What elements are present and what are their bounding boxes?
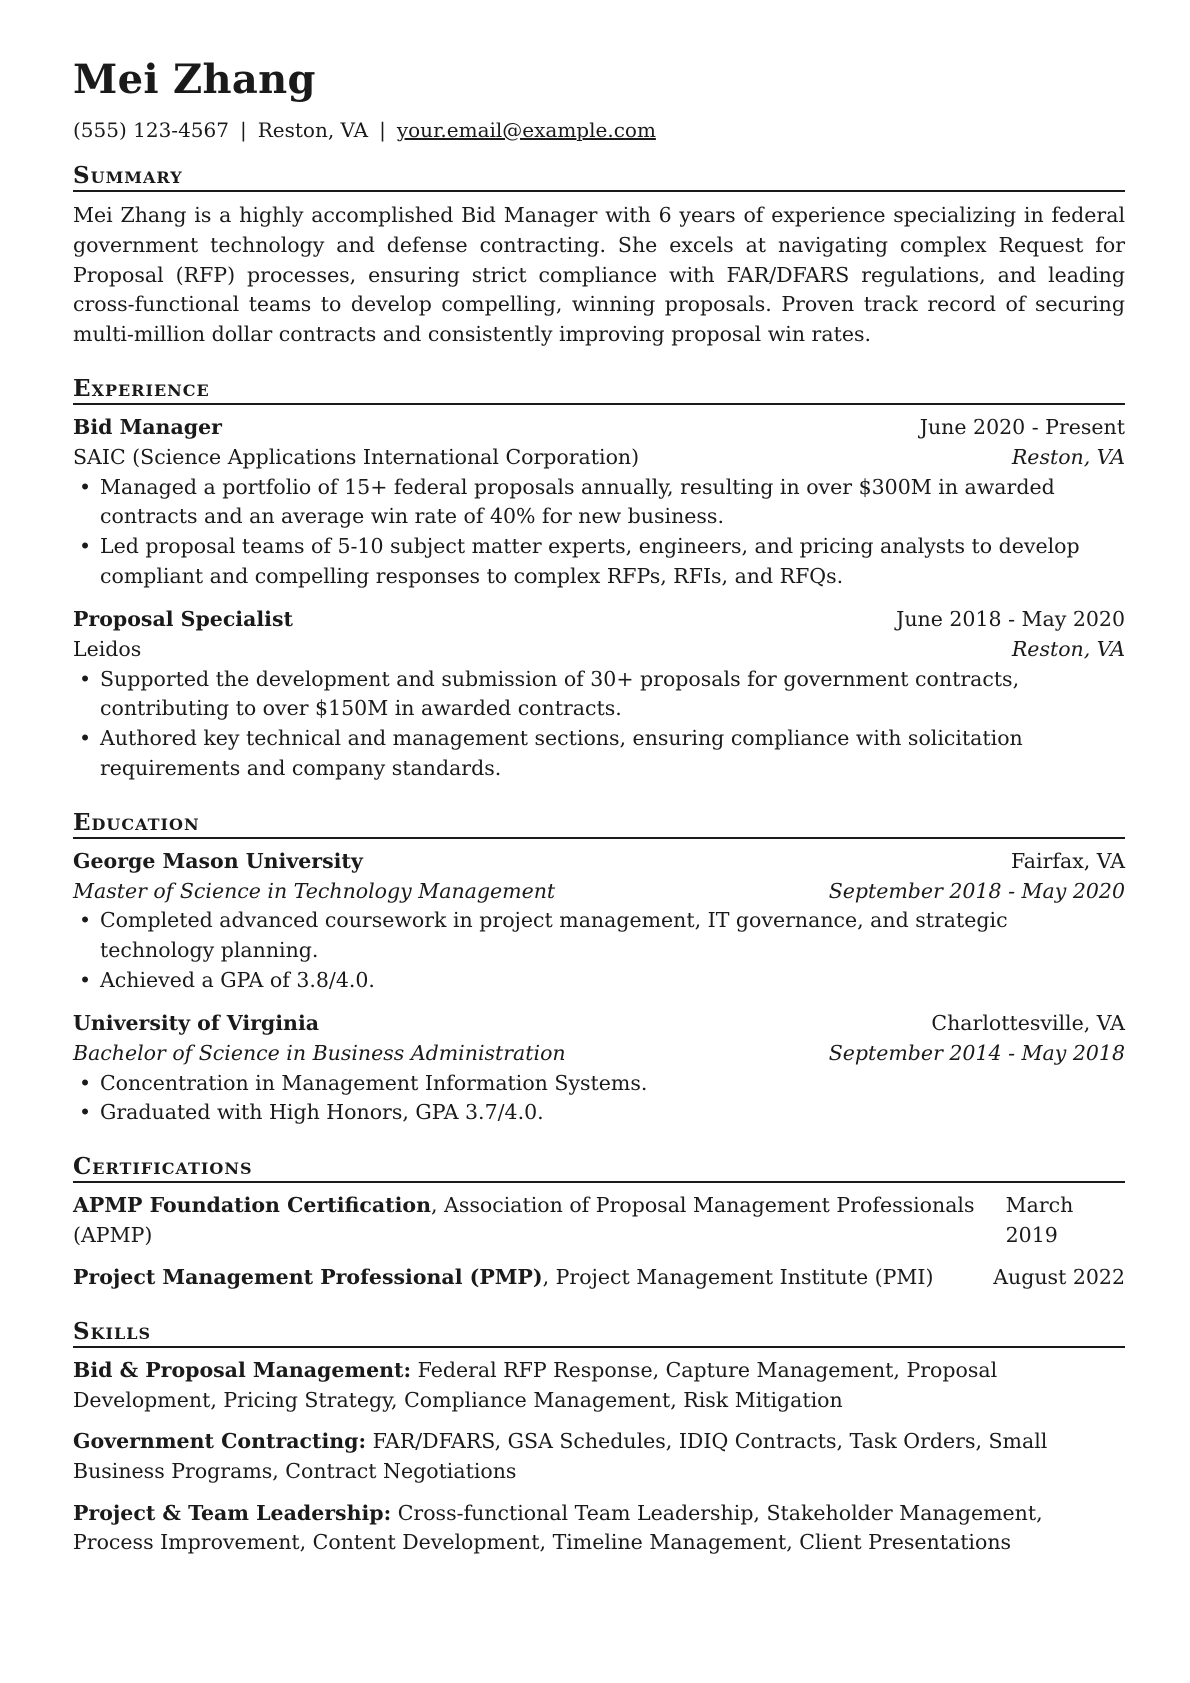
list-item: • Led proposal teams of 5-10 subject matter experts, engineers, and pricing analysts to develop compliant and compelling responses to complex RFPs, RFIs, and RFQs. (79, 533, 1080, 588)
list-item: • Supported the development and submission of 30+ proposals for government contracts, contributing to over $150M in awarded contracts. (79, 666, 1020, 721)
summary-text: Mei Zhang is a highly accomplished Bid Manager with 6 years of experience specializing in federal government technology and defense contracting. She excels at navigating complex Request for Proposal (RFP) processes, ensuring strict compliance with FAR/DFARS regulations, and leading cross-functional teams to develop compelling, winning proposals. Proven track record of securing multi-million dollar contracts and consistently improving proposal win rates. (73, 203, 1125, 347)
section-title-education: Education (73, 810, 1125, 839)
bullet-icon: • (79, 967, 92, 992)
school-name: University of Virginia (73, 1011, 320, 1036)
certification-date: March 2019 (1005, 1193, 1074, 1248)
certification-issuer: , Association of Proposal Management Professionals (APMP) (73, 1193, 975, 1248)
bullet-icon: • (79, 533, 92, 558)
contact-separator: | (379, 118, 386, 142)
degree-name: Master of Science in Technology Management (73, 878, 556, 903)
skill-list: FAR/DFARS, GSA Schedules, IDIQ Contracts, Task Orders, Small Business Programs, Contract Negotiations (73, 1429, 1048, 1483)
job-title: Proposal Specialist (73, 607, 293, 632)
education-bullets (73, 1069, 1125, 1128)
skill-group (73, 1499, 1125, 1558)
job-dates: June 2018 - May 2020 (896, 607, 1125, 632)
certification-issuer: , Project Management Institute (PMI) (542, 1264, 934, 1289)
skill-group (73, 1356, 1125, 1415)
education-dates: September 2018 - May 2020 (828, 878, 1125, 903)
job-location: Reston, VA (1011, 444, 1125, 469)
contact-location: Reston, VA (257, 118, 369, 142)
section-title-certifications: Certifications (73, 1154, 1125, 1183)
skill-list: Cross-functional Team Leadership, Stakeholder Management, Process Improvement, Content Development, Timeline Management, Client Presentations (73, 1500, 1043, 1555)
job-dates: June 2020 - Present (919, 415, 1125, 440)
bullet-icon: • (79, 908, 92, 933)
certifications-section (73, 1154, 1125, 1292)
experience-entry (73, 605, 1125, 783)
school-location: Charlottesville, VA (931, 1011, 1125, 1036)
section-title-experience: Experience (73, 376, 1125, 405)
skill-list: Federal RFP Response, Capture Management, Proposal Development, Pricing Strategy, Compliance Management, Risk Mitigation (73, 1357, 998, 1412)
school-location: Fairfax, VA (1010, 848, 1125, 873)
resume-page (73, 56, 1125, 1558)
skill-label: Bid & Proposal Management: (73, 1357, 412, 1382)
list-item: • Graduated with High Honors, GPA 3.7/4.0. (73, 1098, 1125, 1128)
education-section (73, 810, 1125, 1129)
company-name: SAIC (Science Applications International Corporation) (73, 444, 640, 469)
degree-name: Bachelor of Science in Business Administration (73, 1041, 566, 1066)
company-name: Leidos (73, 637, 142, 662)
bullet-icon: • (79, 726, 92, 751)
certification-name: APMP Foundation Certification (73, 1193, 431, 1218)
bullet-icon: • (79, 666, 92, 691)
bullet-icon: • (79, 1100, 92, 1125)
education-bullets (73, 906, 1125, 995)
certification-date: August 2022 (993, 1264, 1125, 1289)
bullet-icon: • (79, 474, 92, 499)
job-bullets (73, 473, 1125, 592)
summary-section (73, 163, 1125, 350)
experience-entry (73, 413, 1125, 591)
certification-item (73, 1191, 1125, 1250)
experience-section (73, 376, 1125, 784)
contact-line (73, 120, 1125, 140)
list-item: • Concentration in Management Information Systems. (73, 1069, 1125, 1099)
list-item: • Achieved a GPA of 3.8/4.0. (73, 966, 1125, 996)
section-title-skills: Skills (73, 1319, 1125, 1348)
job-bullets (73, 665, 1125, 784)
job-title: Bid Manager (73, 415, 222, 440)
skill-label: Project & Team Leadership: (73, 1500, 392, 1525)
skill-label: Government Contracting: (73, 1429, 367, 1454)
list-item: • Completed advanced coursework in project management, IT governance, and strategic technology planning. (79, 908, 1008, 962)
contact-separator: | (239, 118, 247, 142)
phone-number: (555) 123-4567 (73, 118, 229, 142)
skill-group (73, 1427, 1125, 1486)
education-entry (73, 1009, 1125, 1128)
education-dates: September 2014 - May 2018 (828, 1041, 1125, 1066)
school-name: George Mason University (73, 848, 363, 873)
section-title-summary: Summary (73, 163, 1125, 192)
job-location: Reston, VA (1011, 637, 1125, 662)
education-entry (73, 847, 1125, 996)
list-item: • Authored key technical and management sections, ensuring compliance with solicitation requirements and company standards. (79, 726, 1023, 780)
certification-item (73, 1263, 1125, 1293)
list-item: • Managed a portfolio of 15+ federal proposals annually, resulting in over $300M in awarded contracts and an average win rate of 40% for new business. (79, 474, 1055, 529)
email-link[interactable]: your.email@example.com (396, 118, 656, 142)
candidate-name: Mei Zhang (73, 56, 316, 103)
skills-section (73, 1319, 1125, 1559)
bullet-icon: • (79, 1070, 92, 1095)
certification-name: Project Management Professional (PMP) (73, 1264, 543, 1289)
